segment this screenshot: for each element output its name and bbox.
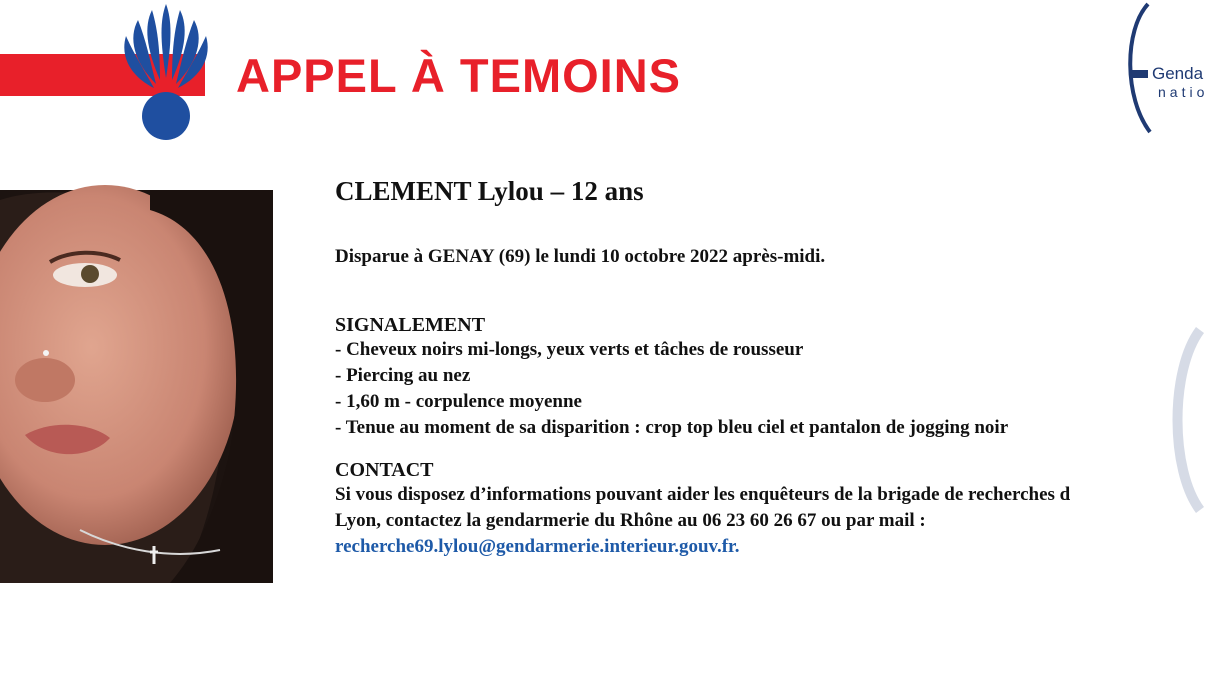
logo-text-line1: Genda xyxy=(1152,64,1204,83)
list-item: - Cheveux noirs mi-longs, yeux verts et tâches de rousseur xyxy=(335,339,804,360)
contact-heading: CONTACT xyxy=(335,459,434,481)
logo-text-line2: natio xyxy=(1158,84,1208,100)
grenade-emblem-icon xyxy=(116,0,216,146)
description-list xyxy=(335,337,1200,441)
person-name-age: CLEMENT Lylou – 12 ans xyxy=(335,176,644,206)
disappearance-details: Disparue à GENAY (69) le lundi 10 octobre 2022 après-midi. xyxy=(335,246,826,267)
contact-line-1: Si vous disposez d’informations pouvant aider les enquêteurs de la brigade de recherches d xyxy=(335,484,1071,505)
notice-content xyxy=(335,175,1200,560)
contact-email-link[interactable]: recherche69.lylou@gendarmerie.interieur.gouv.fr. xyxy=(335,536,740,557)
list-item: - Piercing au nez xyxy=(335,365,471,386)
signalement-heading: SIGNALEMENT xyxy=(335,314,486,336)
appeal-headline: APPEL À TEMOINS xyxy=(236,49,682,102)
missing-person-photo xyxy=(0,190,273,583)
list-item: - Tenue au moment de sa disparition : crop top bleu ciel et pantalon de jogging noir xyxy=(335,417,1009,438)
contact-line-2: Lyon, contactez la gendarmerie du Rhône au 06 23 60 26 67 ou par mail : xyxy=(335,510,926,531)
list-item: - 1,60 m - corpulence moyenne xyxy=(335,391,582,412)
